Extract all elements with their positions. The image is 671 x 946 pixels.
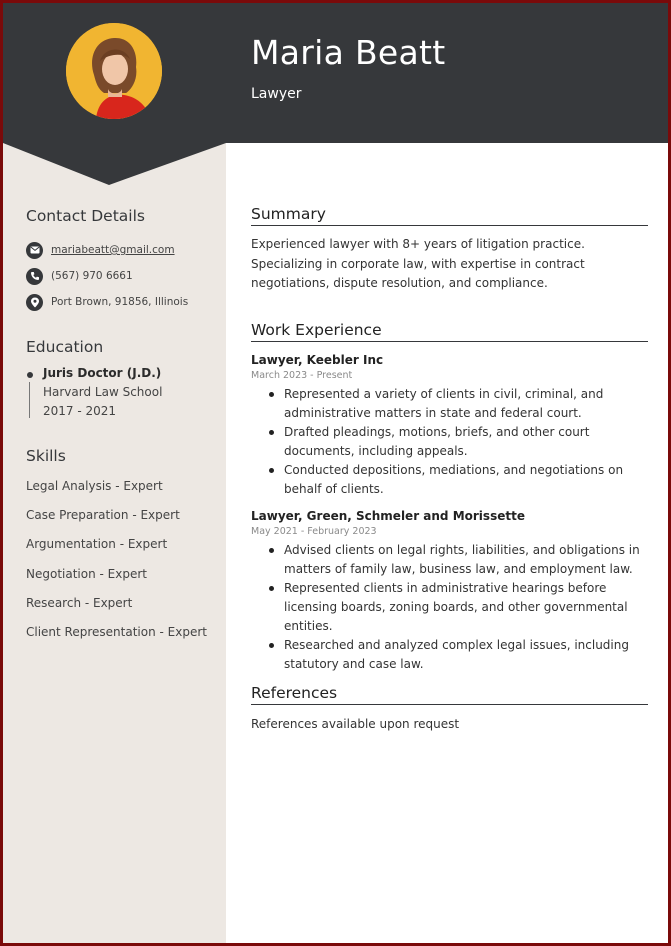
profile-photo bbox=[66, 23, 162, 119]
references-heading: References bbox=[251, 684, 648, 705]
education-timeline-dot bbox=[27, 372, 33, 378]
contact-phone: (567) 970 6661 bbox=[51, 270, 133, 282]
job-bullet: Advised clients on legal rights, liabilities, and obligations in matters of family law, business law, and employment law. bbox=[267, 541, 647, 579]
resume-page bbox=[3, 3, 668, 943]
contact-email-row[interactable] bbox=[26, 241, 175, 259]
job-title: Lawyer, Green, Schmeler and Morissette bbox=[251, 509, 525, 523]
education-timeline-line bbox=[29, 382, 30, 418]
references-text: References available upon request bbox=[251, 717, 460, 731]
skill-item: Negotiation - Expert bbox=[26, 567, 147, 581]
contact-phone-row bbox=[26, 267, 133, 285]
candidate-job-title: Lawyer bbox=[251, 86, 302, 102]
profile-photo-illustration bbox=[66, 23, 162, 119]
job-bullet: Researched and analyzed complex legal issues, including statutory and case law. bbox=[267, 636, 647, 674]
job-bullet: Represented a variety of clients in civil, criminal, and administrative matters in state and federal court. bbox=[267, 385, 647, 423]
location-pin-icon bbox=[26, 294, 43, 311]
contact-address: Port Brown, 91856, Illinois bbox=[51, 296, 189, 308]
summary-text: Experienced lawyer with 8+ years of litigation practice. Specializing in corporate law, with expertise in contract negotiations, dispute resolution, and compliance. bbox=[251, 237, 585, 290]
header-band bbox=[3, 3, 668, 143]
education-heading: Education bbox=[26, 338, 104, 356]
education-school: Harvard Law School bbox=[43, 385, 163, 399]
job-dates: May 2021 - February 2023 bbox=[251, 526, 377, 537]
contact-heading: Contact Details bbox=[26, 207, 145, 225]
email-icon bbox=[26, 242, 43, 259]
contact-email[interactable]: mariabeatt@gmail.com bbox=[51, 244, 175, 256]
candidate-name: Maria Beatt bbox=[251, 33, 446, 72]
skill-item: Research - Expert bbox=[26, 596, 133, 610]
job-bullet: Represented clients in administrative hearings before licensing boards, zoning boards, and other governmental entities. bbox=[267, 579, 647, 636]
phone-icon bbox=[26, 268, 43, 285]
skill-item: Case Preparation - Expert bbox=[26, 508, 180, 522]
education-years: 2017 - 2021 bbox=[43, 404, 117, 418]
education-degree: Juris Doctor (J.D.) bbox=[43, 366, 162, 380]
skill-item: Legal Analysis - Expert bbox=[26, 479, 163, 493]
skill-item: Argumentation - Expert bbox=[26, 537, 168, 551]
job-bullet-list bbox=[267, 541, 647, 674]
summary-heading: Summary bbox=[251, 205, 648, 226]
job-title: Lawyer, Keebler Inc bbox=[251, 353, 384, 367]
skill-item: Client Representation - Expert bbox=[26, 625, 207, 639]
contact-address-row bbox=[26, 293, 188, 311]
work-experience-heading: Work Experience bbox=[251, 321, 648, 342]
header-chevron bbox=[3, 143, 226, 185]
job-bullet: Conducted depositions, mediations, and negotiations on behalf of clients. bbox=[267, 461, 647, 499]
job-dates: March 2023 - Present bbox=[251, 370, 353, 381]
job-bullet: Drafted pleadings, motions, briefs, and other court documents, including appeals. bbox=[267, 423, 647, 461]
job-bullet-list bbox=[267, 385, 647, 499]
skills-heading: Skills bbox=[26, 447, 66, 465]
